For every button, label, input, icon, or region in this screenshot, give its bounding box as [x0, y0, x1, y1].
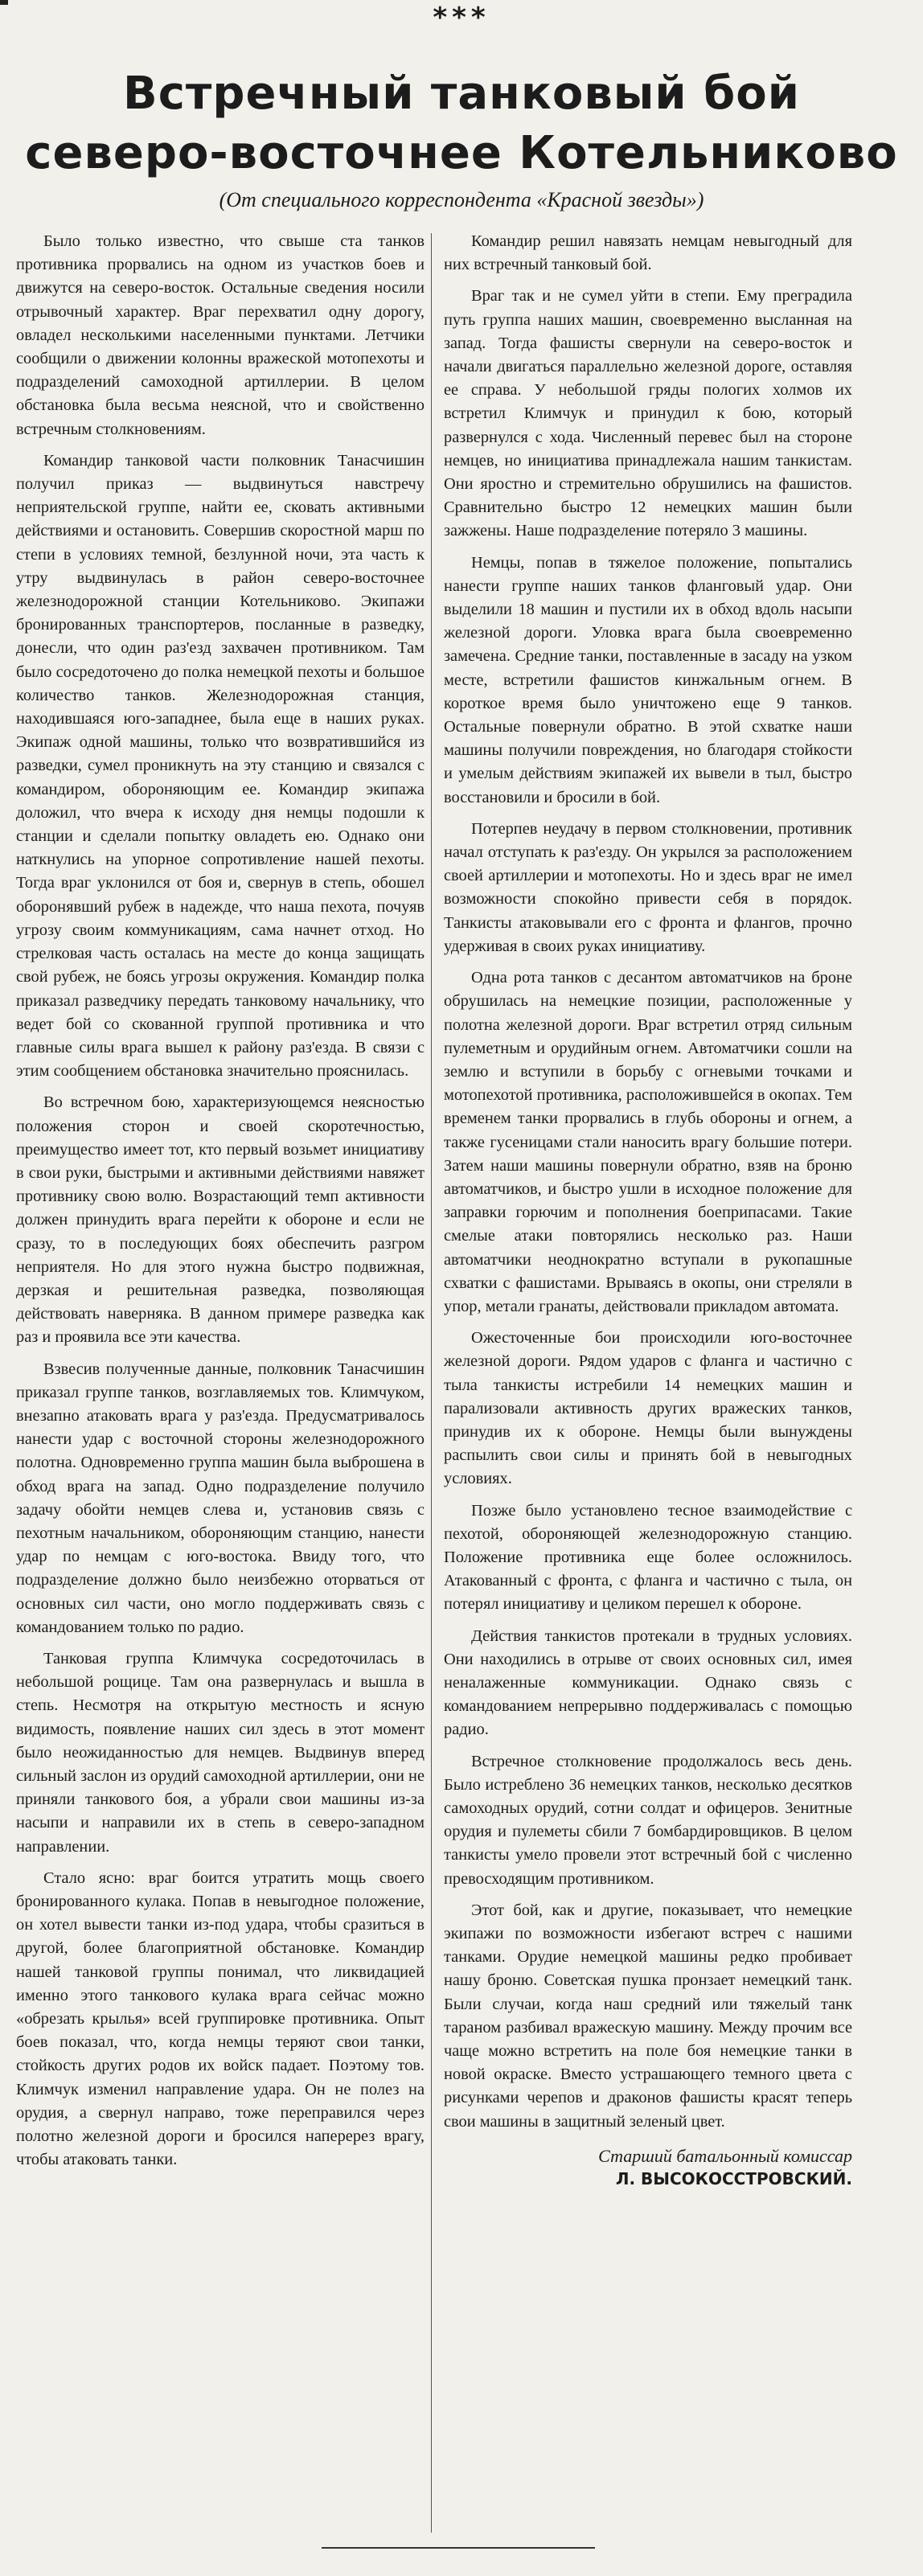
paragraph: Было только известно, что свыше ста танков противника прорвались на одном из участков боев и движутся на северо-восток. Остальные сведения носили отрывочный характер. Враг перехватил одну дорогу, овладел несколькими населенными пунктами. Летчики сообщили о движении колонны вражеской мотопехоты и подразделений самоходной артиллерии. В целом обстановка была весьма неясной, что и свойственно встречным столкновениям.: [16, 232, 425, 438]
article-subtitle: (От специального корреспондента «Красной звезды»): [219, 188, 704, 211]
author-signature: [444, 2145, 852, 2190]
paragraph: Стало ясно: враг боится утратить мощь своего бронированного кулака. Попав в невыгодное положение, он хотел вывести танки из-под удара, чтобы сразиться в другой, более благоприятной обстановке. Командир нашей танковой группы понимал, что ликвидацией именно этого танкового кулака врага сейчас можно «обрезать крылья» всей группировке противника. Опыт боев показал, что, когда немцы теряют свои танки, стойкость других родов их войск падает. Поэтому тов. Климчук изменил направление удара. Он не полез на орудия, а свернул направо, тоже переправился через полотно железной дороги и бросился наперерез врагу, чтобы атаковать танки.: [16, 1868, 425, 2169]
paragraph: Командир танковой части полковник Танасчишин получил приказ — выдвинуться навстречу неприятельской группе, найти ее, сковать активными действиями и остановить. Совершив скоростной марш по степи в условиях темной, безлунной ночи, эта часть к утру выдвинулась в район северо-восточнее железнодорожной станции Котельниково. Экипажи бронированных транспортеров, посланные в разведку, донесли, что один раз'езд захвачен противником. Там было сосредоточено до полка немецкой пехоты и большое количество танков. Железнодорожная станция, находившаяся юго-западнее, была еще в наших руках. Экипаж одной машины, только что возвратившийся из разведки, сумел проникнуть на эту станцию и связался с командиром, обороняющим ее. Командир экипажа доложил, что вчера к исходу дня немцы подошли к станции и сделали попытку овладеть ею. Однако они наткнулись на упорное сопротивление нашей пехоты. Тогда враг уклонился от боя и, свернув в степь, обошел оборонявший рубеж в надежде, что наша пехота, почуяв угрозу своим коммуникациям, сама начнет отход. Но стрелковая часть осталась на месте до конца защищать свой рубеж, не боясь угрозы окружения. Командир полка приказал разведчику передать танковому начальнику, что ведет бой со скованной группой противника и что главные силы врага вышел к району раз'езда. В связи с этим сообщением обстановка значительно прояснилась.: [16, 451, 425, 1081]
paragraph: Командир решил навязать немцам невыгодный для них встречный танковый бой.: [444, 232, 852, 274]
right-column: [444, 230, 852, 2190]
article-title: [0, 64, 923, 183]
paragraph: Враг так и не сумел уйти в степи. Ему преградила путь группа наших машин, своевременно высланная на запад. Тогда фашисты свернули на северо-восток и начали двигаться параллельно железной дороге, оставляя ее справа. У небольшой гряды пологих холмов их встретил Климчук и принудил к бою, который развернулся с хода. Численный перевес был на стороне немцев, но инициатива принадлежала нашим танкистам. Они яростно и стремительно обрушились на фашистов. Сравнительно быстро 12 немецких машин были зажжены. Наше подразделение потеряло 3 машины.: [444, 287, 852, 540]
paragraph: Ожесточенные бои происходили юго-восточнее железной дороги. Рядом ударов с фланга и частично с тыла танкисты истребили 14 немецких машин и парализовали активность других вражеских танков, принудив их к обороне. Немцы были вынуждены распылить свои силы и принять бой в невыгодных условиях.: [444, 1329, 852, 1488]
paragraph: Потерпев неудачу в первом столкновении, противник начал отступать к раз'езду. Он укрылся за расположением своей артиллерии и мотопехоты. Но и здесь враг не имел возможности спокойно привести себя в порядок. Танкисты атаковывали его с фронта и флангов, прочно удерживая в своих руках инициативу.: [444, 819, 852, 955]
paragraph: Встречное столкновение продолжалось весь день. Было истреблено 36 немецких танков, несколько десятков самоходных орудий, сотни солдат и офицеров. Зенитные орудия и пулеметы сбили 7 бомбардировщиков. В целом танкисты умело провели этот встречный бой с численно превосходящим противником.: [444, 1752, 852, 1888]
bottom-rule: [322, 2547, 595, 2549]
title-line-1: Встречный танковый бой: [123, 68, 800, 120]
title-line-2: северо-восточнее Котельниково: [25, 127, 898, 179]
paragraph: Немцы, попав в тяжелое положение, попытались нанести группе наших танков фланговый удар. Они выделили 18 машин и пустили их в обход вдоль насыпи железной дороги. Уловка врага была своевременно замечена. Средние танки, поставленные в засаду на узком месте, встретили фашистов кинжальным огнем. В короткое время было уничтожено еще 9 танков. Остальные повернули обратно. В этой схватке наши машины получили повреждения, но благодаря стойкости и умелым действиям экипажей их вывели в тыл, быстро восстановили и бросили в бой.: [444, 553, 852, 806]
left-column: [16, 230, 425, 2180]
paragraph: Действия танкистов протекали в трудных условиях. Они находились в отрыве от своих основных сил, имея неналаженные коммуникации. Однако связь с командованием непрерывно поддерживалась с помощью радио.: [444, 1626, 852, 1739]
author-name: Л. ВЫСОКОССТРОВСКИЙ.: [615, 2168, 852, 2188]
column-divider: [431, 233, 432, 2533]
paragraph: Позже было установлено тесное взаимодействие с пехотой, обороняющей железнодорожную станцию. Положение противника еще более осложнилось. Атакованный с фронта, с фланга и частично с тыла, он потерял инициативу и целиком перешел к обороне.: [444, 1501, 852, 1614]
section-stars: ***: [433, 2, 490, 34]
author-rank: Старший батальонный комиссар: [598, 2145, 852, 2166]
paragraph: Танковая группа Климчука сосредоточилась в небольшой рощице. Там она развернулась и вышла в степь. Несмотря на открытую местность и ясную видимость, появление наших сил здесь в этот момент было неожиданностью для немцев. Выдвинув вперед сильный заслон из орудий самоходной артиллерии, они не приняли танкового боя, а убрали свои машины из-за насыпи и направили их в степь в северо-западном направлении.: [16, 1649, 425, 1856]
paragraph: Одна рота танков с десантом автоматчиков на броне обрушилась на немецкие позиции, расположенные у полотна железной дороги. Враг встретил отряд сильным пулеметным и орудийным огнем. Автоматчики сошли на землю и вступили в борьбу с огневыми точками и мотопехотой противника, расположившейся в окопах. Тем временем танки прорвались в глубь обороны и огнем, а также гусеницами стали наносить врагу большие потери. Затем наши машины повернули обратно, взяв на броню автоматчиков, и быстро ушли в исходное положение для заправки горючим и пополнения боеприпасами. Такие смелые атаки повторялись несколько раз. Наши автоматчики неоднократно вступали в рукопашные схватки с фашистами. Врываясь в окопы, они стреляли в упор, метали гранаты, действовали прикладом автомата.: [444, 969, 852, 1315]
paragraph: Этот бой, как и другие, показывает, что немецкие экипажи по возможности избегают встреч с нашими танками. Орудие немецкой машины редко пробивает нашу броню. Советская пушка пронзает немецкий танк. Были случаи, когда наш средний или тяжелый танк тараном разбивал вражескую машину. Между прочим все чаще можно встретить на поле боя немецкие танки в новой окраске. Вместо устрашающего темного цвета с рисунками черепов и драконов фашисты красят теперь свои машины в защитный зеленый цвет.: [444, 1901, 852, 2131]
paragraph: Во встречном бою, характеризующемся неясностью положения сторон и своей скоротечностью, преимущество имеет тот, кто первый возьмет инициативу в свои руки, быстрыми и активными действиями навяжет противнику свою волю. Возрастающий темп активности должен принудить врага перейти к обороне и если не сразу, то в последующих боях обеспечить разгром неприятеля. Но для этого нужна быстро подвижная, дерзкая и решительная разведка, позволяющая действовать наверняка. В данном примере разведка как раз и проявила все эти качества.: [16, 1093, 425, 1347]
paragraph: Взвесив полученные данные, полковник Танасчишин приказал группе танков, возглавляемых тов. Климчуком, внезапно атаковать врага у раз'езда. Предусматривалось нанести удар с восточной стороны железнодорожного полотна. Одновременно группа машин была выброшена в обход врага на запад. Одно подразделение получило задачу обойти немцев слева и, установив связь с пехотным начальником, обороняющим станцию, нанести удар по немцам с юго-востока. Ввиду того, что подразделение должно было неизбежно оторваться от основных сил части, оно могло поддерживать связь с командованием только по радио.: [16, 1360, 425, 1636]
